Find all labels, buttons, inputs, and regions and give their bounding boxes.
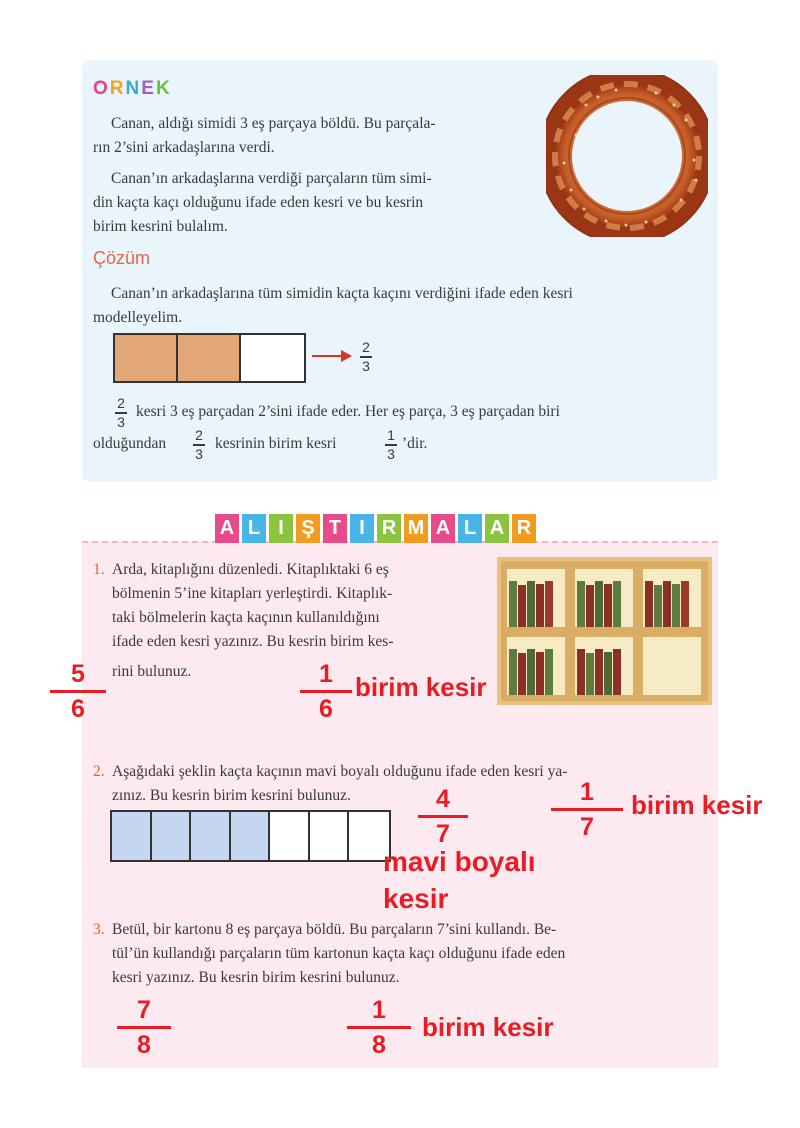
- model-part-filled: [231, 812, 271, 860]
- example-heading: ORNEK: [93, 78, 172, 99]
- model-part-empty: [270, 812, 310, 860]
- banner-letter: I: [350, 514, 374, 543]
- example-paragraph-2-line-1: Canan’ın arkadaşlarına verdiği parçaların tüm simi-: [111, 170, 432, 187]
- arrow-right-icon: [312, 349, 352, 363]
- q2-unit-label: birim kesir: [631, 790, 763, 820]
- model-part-filled: [112, 812, 152, 860]
- question-2-line-1: Aşağıdaki şeklin kaçta kaçının mavi boyalı olduğunu ifade eden kesri ya-: [112, 763, 568, 780]
- banner-letter: L: [242, 514, 266, 543]
- q2-note-line-2: kesir: [383, 883, 449, 914]
- model-part-filled: [191, 812, 231, 860]
- banner-letter: Ş: [296, 514, 320, 543]
- banner-letter: I: [269, 514, 293, 543]
- explanation-fraction-1: 2 3: [115, 396, 127, 430]
- question-1-number: 1.: [93, 561, 105, 578]
- banner-letter: M: [404, 514, 428, 543]
- solution-line-2: modelleyelim.: [93, 309, 183, 326]
- explanation-line-1: kesri 3 eş parçadan 2’sini ifade eder. Her eş parça, 3 eş parçadan biri: [136, 403, 560, 420]
- model-part-empty: [310, 812, 350, 860]
- question-1-line-5: rini bulunuz.: [112, 663, 192, 680]
- question-3-line-2: tül’ün kullandığı parçaların tüm kartonun kaçta kaçı olduğunu ifade eden: [112, 945, 566, 962]
- q2-note-line-1: mavi boyalı: [383, 846, 536, 877]
- banner-letter: A: [215, 514, 239, 543]
- q3-unit-fraction: 1 8: [347, 996, 411, 1059]
- explanation-line-2-middle: kesrinin birim kesri: [215, 435, 337, 452]
- model-part-filled: [178, 335, 241, 381]
- banner-letter: T: [323, 514, 347, 543]
- q3-answer-fraction: 7 8: [117, 996, 171, 1059]
- simit-image: [546, 75, 708, 237]
- example-paragraph-2-line-2: din kaçta kaçı olduğunu ifade eden kesri ve bu kesrin: [93, 194, 424, 211]
- q2-answer-fraction: 4 7: [418, 785, 468, 848]
- example-paragraph-1-line-1: Canan, aldığı simidi 3 eş parçaya böldü. Bu parçala-: [111, 115, 436, 132]
- q1-unit-fraction: 1 6: [300, 660, 352, 723]
- solution-heading: Çözüm: [93, 248, 151, 268]
- question-1-line-2: bölmenin 5’ine kitapları yerleştirdi. Kitaplık-: [112, 585, 393, 602]
- model-fraction: 2 3: [360, 340, 372, 374]
- solution-line-1: Canan’ın arkadaşlarına tüm simidin kaçta kaçını verdiğini ifade eden kesri: [111, 285, 573, 302]
- q2-unit-fraction: 1 7: [551, 778, 623, 841]
- question-2-line-2: zınız. Bu kesrin birim kesrini bulunuz.: [112, 787, 351, 804]
- explanation-fraction-3: 1 3: [385, 428, 397, 462]
- question-2-number: 2.: [93, 763, 105, 780]
- model-part-filled: [152, 812, 192, 860]
- bookshelf-image: [497, 557, 712, 705]
- example-paragraph-1-line-2: rın 2’sini arkadaşlarına verdi.: [93, 139, 275, 156]
- explanation-line-2-end: ’dir.: [402, 435, 428, 452]
- explanation-line-2-start: olduğundan: [93, 435, 167, 452]
- banner-letter: L: [458, 514, 482, 543]
- blue-fraction-model: [110, 810, 391, 862]
- exercises-banner: [215, 514, 536, 543]
- model-part-filled: [115, 335, 178, 381]
- question-1-line-1: Arda, kitaplığını düzenledi. Kitaplıktaki 6 eş: [112, 561, 389, 578]
- banner-letter: A: [431, 514, 455, 543]
- question-3-number: 3.: [93, 921, 105, 938]
- example-paragraph-2-line-3: birim kesrini bulalım.: [93, 218, 228, 235]
- question-1-line-4: ifade eden kesri yazınız. Bu kesrin birim kes-: [112, 633, 394, 650]
- question-1-line-3: taki bölmelerin kaçta kaçının kullanıldığını: [112, 609, 380, 626]
- banner-letter: R: [512, 514, 536, 543]
- banner-letter: R: [377, 514, 401, 543]
- fraction-model-bar: [113, 333, 306, 383]
- question-3-line-3: kesri yazınız. Bu kesrin birim kesrini bulunuz.: [112, 969, 400, 986]
- explanation-fraction-2: 2 3: [193, 428, 205, 462]
- question-3-line-1: Betül, bir kartonu 8 eş parçaya böldü. Bu parçaların 7’sini kullandı. Be-: [112, 921, 557, 938]
- banner-letter: A: [485, 514, 509, 543]
- q1-answer-fraction: 5 6: [50, 660, 106, 723]
- q1-unit-label: birim kesir: [355, 672, 487, 702]
- model-part-empty: [241, 335, 304, 381]
- q3-unit-label: birim kesir: [422, 1012, 554, 1042]
